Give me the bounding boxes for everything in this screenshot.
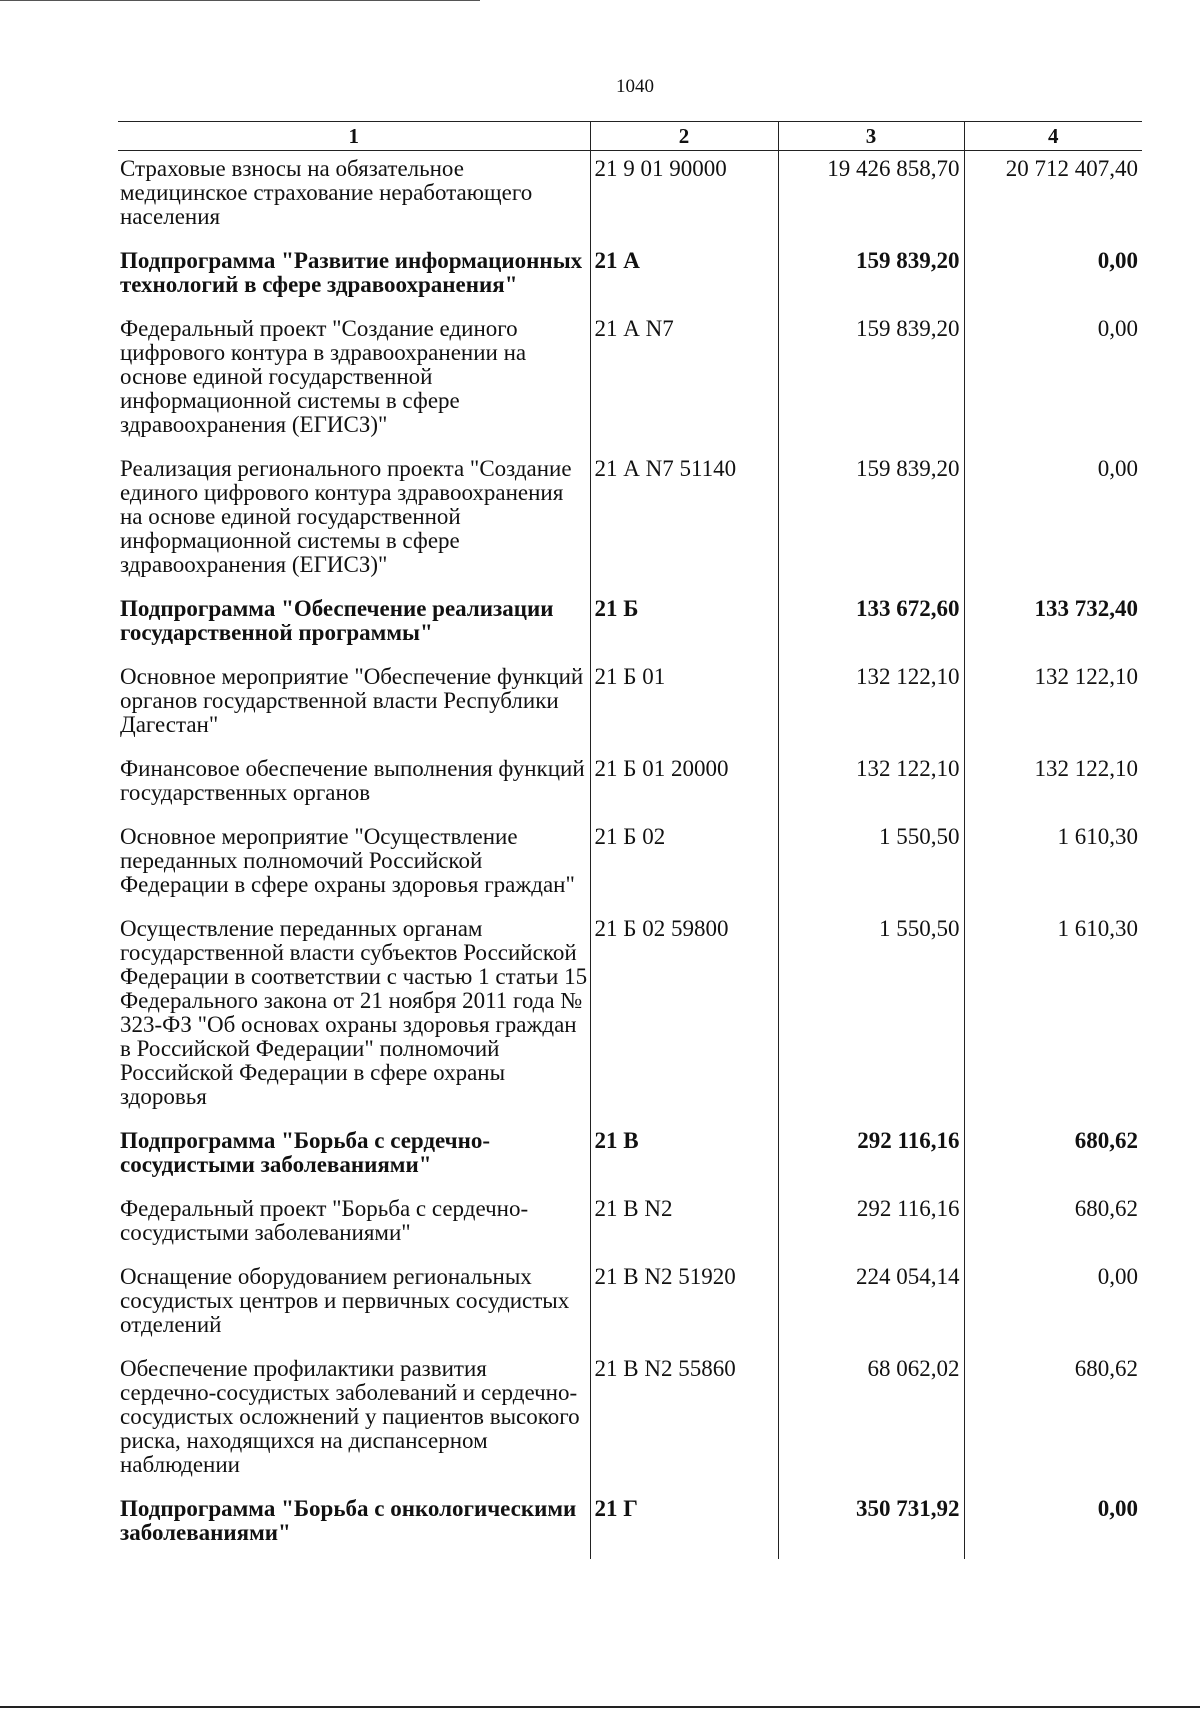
row-value-col4: 0,00 bbox=[964, 1259, 1142, 1351]
table-row bbox=[118, 911, 1142, 1123]
table-row bbox=[118, 151, 1142, 244]
budget-table-container bbox=[118, 121, 1142, 1559]
row-name: Подпрограмма "Борьба с сердечно-сосудистыми заболеваниями" bbox=[120, 1128, 491, 1177]
row-name: Оснащение оборудованием региональных сосудистых центров и первичных сосудистых отделений bbox=[120, 1264, 570, 1337]
column-header-4: 4 bbox=[964, 122, 1142, 151]
table-row bbox=[118, 751, 1142, 819]
row-code: 21 В N2 bbox=[590, 1191, 778, 1259]
row-name: Подпрограмма "Обеспечение реализации государственной программы" bbox=[120, 596, 554, 645]
row-value-col4: 0,00 bbox=[964, 1491, 1142, 1559]
table-row bbox=[118, 1123, 1142, 1191]
row-value-col3: 224 054,14 bbox=[778, 1259, 964, 1351]
row-value-col4: 0,00 bbox=[964, 243, 1142, 311]
table-row bbox=[118, 659, 1142, 751]
table-row bbox=[118, 1491, 1142, 1559]
column-header-1: 1 bbox=[118, 122, 590, 151]
row-value-col4: 0,00 bbox=[964, 311, 1142, 451]
row-value-col3: 159 839,20 bbox=[778, 311, 964, 451]
row-code: 21 Б bbox=[590, 591, 778, 659]
row-value-col3: 132 122,10 bbox=[778, 751, 964, 819]
row-value-col3: 350 731,92 bbox=[778, 1491, 964, 1559]
row-value-col4: 680,62 bbox=[964, 1351, 1142, 1491]
row-code: 21 В N2 55860 bbox=[590, 1351, 778, 1491]
row-name: Подпрограмма "Развитие информационных технологий в сфере здравоохранения" bbox=[120, 248, 583, 297]
row-code: 21 Г bbox=[590, 1491, 778, 1559]
row-value-col4: 20 712 407,40 bbox=[964, 151, 1142, 244]
page-number: 1040 bbox=[616, 76, 654, 97]
row-value-col3: 292 116,16 bbox=[778, 1123, 964, 1191]
row-name: Федеральный проект "Борьба с сердечно-сосудистыми заболеваниями" bbox=[120, 1196, 529, 1245]
table-row bbox=[118, 819, 1142, 911]
table-row bbox=[118, 311, 1142, 451]
row-name: Федеральный проект "Создание единого цифрового контура в здравоохранении на основе единой государственной информационной системы в сфере здравоохранения (ЕГИСЗ)" bbox=[120, 316, 527, 437]
row-value-col4: 133 732,40 bbox=[964, 591, 1142, 659]
row-value-col3: 132 122,10 bbox=[778, 659, 964, 751]
table-row bbox=[118, 451, 1142, 591]
row-value-col3: 292 116,16 bbox=[778, 1191, 964, 1259]
row-name: Обеспечение профилактики развития сердечно-сосудистых заболеваний и сердечно-сосудистых осложнений у пациентов высокого риска, находящихся на диспансерном наблюдении bbox=[120, 1356, 580, 1477]
row-code: 21 Б 01 bbox=[590, 659, 778, 751]
row-name: Страховые взносы на обязательное медицинское страхование неработающего населения bbox=[120, 156, 533, 229]
budget-table bbox=[118, 121, 1142, 1559]
row-value-col4: 0,00 bbox=[964, 451, 1142, 591]
column-header-2: 2 bbox=[590, 122, 778, 151]
row-code: 21 А N7 bbox=[590, 311, 778, 451]
row-name: Основное мероприятие "Обеспечение функций органов государственной власти Республики Дагестан" bbox=[120, 664, 584, 737]
row-value-col3: 159 839,20 bbox=[778, 243, 964, 311]
row-code: 21 9 01 90000 bbox=[590, 151, 778, 244]
row-code: 21 Б 02 bbox=[590, 819, 778, 911]
row-name: Осуществление переданных органам государственной власти субъектов Российской Федерации в соответствии с частью 1 статьи 15 Федерального закона от 21 ноября 2011 года № 323-ФЗ "Об основах охраны здоровья граждан в Российской Федерации" полномочий Российской Федерации в сфере охраны здоровья bbox=[120, 916, 588, 1109]
row-value-col3: 19 426 858,70 bbox=[778, 151, 964, 244]
row-value-col3: 68 062,02 bbox=[778, 1351, 964, 1491]
row-value-col3: 133 672,60 bbox=[778, 591, 964, 659]
row-name: Финансовое обеспечение выполнения функций государственных органов bbox=[120, 756, 585, 805]
table-header-row bbox=[118, 122, 1142, 151]
row-value-col3: 159 839,20 bbox=[778, 451, 964, 591]
table-row bbox=[118, 1351, 1142, 1491]
column-header-3: 3 bbox=[778, 122, 964, 151]
row-code: 21 А bbox=[590, 243, 778, 311]
row-value-col4: 1 610,30 bbox=[964, 911, 1142, 1123]
row-value-col3: 1 550,50 bbox=[778, 911, 964, 1123]
scan-edge-line-bottom bbox=[0, 1706, 1200, 1708]
table-row bbox=[118, 1259, 1142, 1351]
row-code: 21 А N7 51140 bbox=[590, 451, 778, 591]
row-name: Реализация регионального проекта "Создание единого цифрового контура здравоохранения на основе единой государственной информационной системы в сфере здравоохранения (ЕГИСЗ)" bbox=[120, 456, 572, 577]
row-code: 21 Б 02 59800 bbox=[590, 911, 778, 1123]
row-value-col3: 1 550,50 bbox=[778, 819, 964, 911]
row-code: 21 В bbox=[590, 1123, 778, 1191]
row-code: 21 В N2 51920 bbox=[590, 1259, 778, 1351]
row-value-col4: 132 122,10 bbox=[964, 751, 1142, 819]
row-value-col4: 1 610,30 bbox=[964, 819, 1142, 911]
row-value-col4: 680,62 bbox=[964, 1123, 1142, 1191]
table-row bbox=[118, 1191, 1142, 1259]
row-code: 21 Б 01 20000 bbox=[590, 751, 778, 819]
row-name: Основное мероприятие "Осуществление переданных полномочий Российской Федерации в сфере охраны здоровья граждан" bbox=[120, 824, 575, 897]
scan-edge-line-top bbox=[0, 0, 480, 1]
table-row bbox=[118, 243, 1142, 311]
row-value-col4: 680,62 bbox=[964, 1191, 1142, 1259]
table-row bbox=[118, 591, 1142, 659]
row-value-col4: 132 122,10 bbox=[964, 659, 1142, 751]
row-name: Подпрограмма "Борьба с онкологическими заболеваниями" bbox=[120, 1496, 577, 1545]
